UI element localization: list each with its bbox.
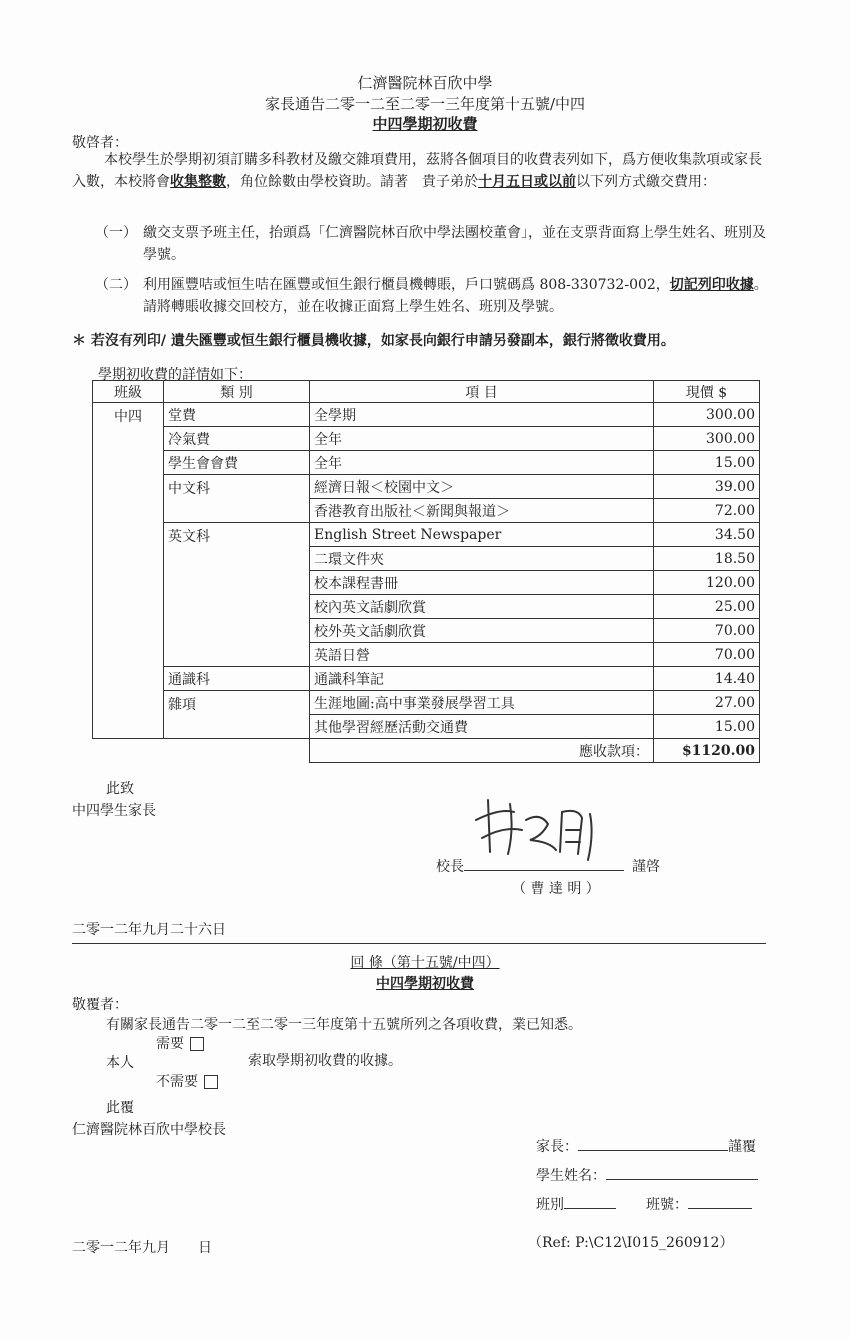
method-1-text: 繳交支票予班主任，抬頭爲「仁濟醫院林百欣中學法團校董會」，並在支票背面寫上學生姓名、班別及學號。: [143, 225, 766, 263]
closing-to: 此致: [106, 781, 134, 797]
reply-request: 索取學期初收費的收據。: [248, 1053, 402, 1069]
category-cell: 通識科: [164, 667, 310, 691]
category-cell: 雜項: [164, 691, 310, 739]
item-cell: 通識科筆記: [310, 667, 654, 691]
notice-number: 家長通告二零一二至二零一三年度第十五號/中四: [264, 95, 586, 113]
price-cell: 25.00: [654, 595, 760, 619]
body-text-b: ，角位餘數由學校資助。請著 貴子弟於: [226, 174, 478, 190]
number-field[interactable]: [688, 1208, 752, 1209]
category-cell: 學生會會費: [164, 451, 310, 475]
reference-number: （Ref: P:\C12\I015_260912）: [528, 1235, 734, 1251]
category-cell: 英文科: [164, 523, 310, 667]
table-intro: 學期初收費的詳情如下：: [98, 367, 252, 383]
price-cell: 15.00: [654, 715, 760, 739]
parent-label: 家長：: [536, 1139, 578, 1155]
item-cell: 香港教育出版社＜新聞與報道＞: [310, 499, 654, 523]
price-cell: 300.00: [654, 427, 760, 451]
reply-salutation: 敬覆者：: [72, 997, 128, 1013]
item-cell: 二環文件夾: [310, 547, 654, 571]
need-label: 需要: [156, 1036, 184, 1052]
price-cell: 72.00: [654, 499, 760, 523]
tear-off-rule: [72, 943, 766, 944]
item-cell: 全年: [310, 451, 654, 475]
reply-body: 有關家長通告二零一二至二零一三年度第十五號所列之各項收費，業已知悉。: [106, 1017, 582, 1033]
parent-respect: 謹覆: [728, 1139, 756, 1155]
total-label: 應收款項：: [310, 739, 654, 763]
table-row: [93, 427, 760, 451]
item-cell: 英語日營: [310, 643, 654, 667]
class-field[interactable]: [564, 1208, 616, 1209]
no-need-label: 不需要: [156, 1074, 198, 1090]
salutation: 敬啓者：: [72, 135, 128, 151]
principal-respect: 謹啓: [632, 859, 660, 875]
student-name-line: [536, 1165, 758, 1185]
method-2-text: [143, 274, 768, 318]
item-cell: 校內英文話劇欣賞: [310, 595, 654, 619]
number-label: 班號：: [646, 1197, 688, 1213]
principal-line: [436, 856, 660, 876]
category-cell: 冷氣費: [164, 427, 310, 451]
category-cell: 中文科: [164, 475, 310, 523]
price-cell: 14.40: [654, 667, 760, 691]
letter-body: [72, 149, 772, 193]
item-cell: 全年: [310, 427, 654, 451]
need-option: [156, 1033, 204, 1053]
item-cell: 校外英文話劇欣賞: [310, 619, 654, 643]
reply-to: 此覆: [106, 1100, 134, 1116]
no-need-checkbox[interactable]: [204, 1075, 218, 1089]
no-need-option: [156, 1071, 218, 1091]
total-spacer: [93, 739, 164, 763]
table-row: [93, 451, 760, 475]
price-cell: 120.00: [654, 571, 760, 595]
price-cell: 300.00: [654, 403, 760, 427]
total-value: $1120.00: [654, 739, 760, 763]
category-cell: 堂費: [164, 403, 310, 427]
header-category: 類 別: [164, 381, 310, 403]
principal-name: （ 曹 達 明 ）: [512, 881, 600, 897]
table-row: [93, 667, 760, 691]
method-2-text-b: 。請將轉賬收據交回校方，並在收據正面寫上學生姓名、班別及學號。: [143, 277, 768, 315]
form-cell: 中四: [93, 403, 164, 739]
price-cell: 39.00: [654, 475, 760, 499]
header-price: 現價 $: [654, 381, 760, 403]
notice-subject: 中四學期初收費: [372, 115, 478, 133]
method-2-bold: 切記列印收據: [669, 277, 754, 293]
item-cell: English Street Newspaper: [310, 523, 654, 547]
method-2-text-a: 利用匯豐咭或恒生咭在匯豐或恒生銀行櫃員機轉賬，戶口號碼爲 808-330732-002，: [143, 277, 670, 293]
table-row: [93, 475, 760, 499]
fee-table: [92, 380, 760, 763]
item-cell: 生涯地圖:高中事業發展學習工具: [310, 691, 654, 715]
bank-fee-note: ＊ 若沒有列印/ 遺失匯豐或恒生銀行櫃員機收據，如家長向銀行申請另發副本，銀行將徵收費用。: [72, 333, 675, 349]
parent-line: [536, 1136, 756, 1156]
reply-recipient: 仁濟醫院林百欣中學校長: [72, 1122, 226, 1138]
body-text-c: 以下列方式繳交費用：: [576, 174, 716, 190]
reply-title: 回 條（第十五號/中四）: [350, 955, 500, 971]
table-header-row: [93, 381, 760, 403]
student-name-label: 學生姓名：: [536, 1168, 606, 1184]
price-cell: 70.00: [654, 643, 760, 667]
table-row: [93, 403, 760, 427]
body-bold-deadline: 十月五日或以前: [478, 174, 576, 190]
principal-label: 校長: [436, 859, 464, 875]
reply-self: 本人: [106, 1055, 134, 1071]
class-number-line: [536, 1194, 752, 1214]
body-text-a: 本校學生於學期初須訂購多科教材及繳交雜項費用，茲將各個項目的收費表列如下，爲方便收集款項或家長入數，本校將會: [72, 152, 762, 190]
price-cell: 18.50: [654, 547, 760, 571]
item-cell: 經濟日報＜校園中文＞: [310, 475, 654, 499]
principal-signature-line: [464, 870, 624, 871]
table-row: [93, 691, 760, 715]
item-cell: 校本課程書冊: [310, 571, 654, 595]
price-cell: 34.50: [654, 523, 760, 547]
total-spacer: [164, 739, 310, 763]
item-cell: 全學期: [310, 403, 654, 427]
student-name-field[interactable]: [606, 1179, 758, 1180]
item-cell: 其他學習經歷活動交通費: [310, 715, 654, 739]
body-bold-amount: 收集整數: [170, 174, 226, 190]
header-item: 項 目: [310, 381, 654, 403]
closing-recipient: 中四學生家長: [72, 803, 156, 819]
reply-date: 二零一二年九月 日: [72, 1240, 212, 1256]
need-checkbox[interactable]: [190, 1037, 204, 1051]
class-label: 班別: [536, 1197, 564, 1213]
header-form: 班級: [93, 381, 164, 403]
method-2-number: （二）: [95, 277, 137, 293]
reply-subject: 中四學期初收費: [376, 976, 474, 992]
school-name: 仁濟醫院林百欣中學: [357, 74, 493, 92]
price-cell: 27.00: [654, 691, 760, 715]
price-cell: 70.00: [654, 619, 760, 643]
price-cell: 15.00: [654, 451, 760, 475]
method-1-number: （一）: [95, 225, 137, 241]
notice-date: 二零一二年九月二十六日: [72, 922, 226, 938]
total-row: [93, 739, 760, 763]
table-row: [93, 523, 760, 547]
parent-signature-field[interactable]: [578, 1150, 728, 1151]
